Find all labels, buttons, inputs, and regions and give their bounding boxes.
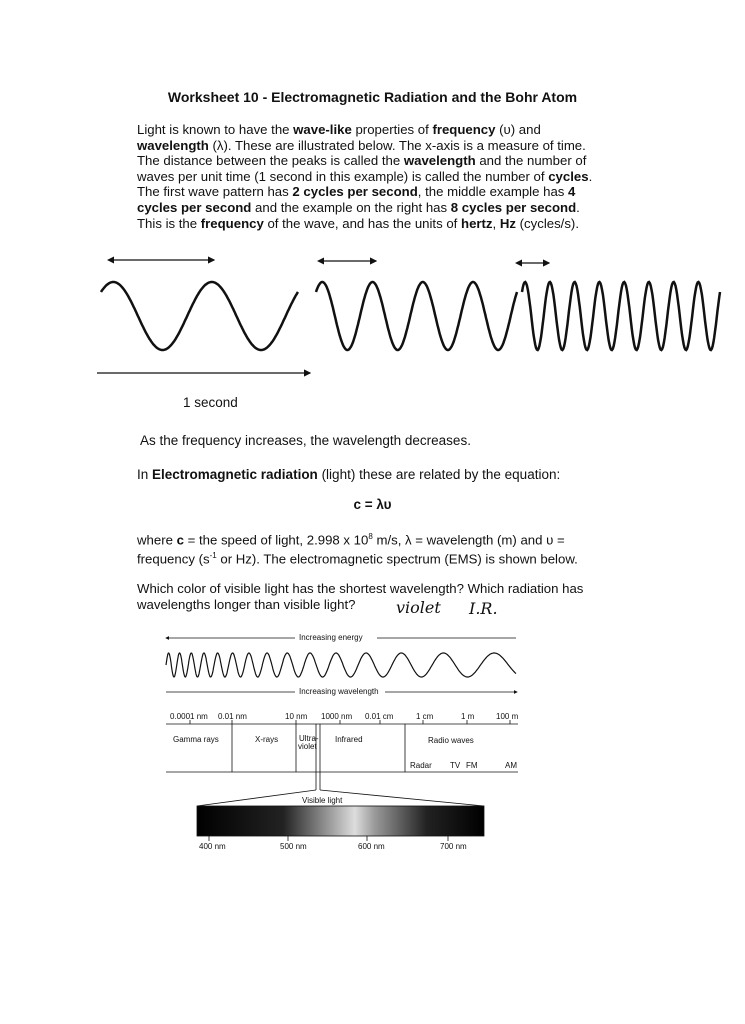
scale-tick-label: 1 m — [461, 712, 475, 721]
question-paragraph: Which color of visible light has the shortest wavelength? Which radiation has wavelengths longer than visible light? — [137, 581, 584, 612]
energy-label: Increasing energy — [299, 633, 363, 642]
region-uv-2: violet — [298, 742, 317, 751]
scale-tick-label: 1000 nm — [321, 712, 353, 721]
wavelength-label: Increasing wavelength — [299, 687, 379, 696]
equation: c = λυ — [353, 497, 392, 512]
band-fm: FM — [466, 761, 478, 770]
region-gamma: Gamma rays — [173, 735, 219, 744]
page-title: Worksheet 10 - Electromagnetic Radiation and the Bohr Atom — [167, 89, 578, 105]
definitions-paragraph: where c = the speed of light, 2.998 x $10^8$ m/s, λ = wavelength (m) and υ = frequency ($s^{-1}$ or Hz). The electromagnetic spectrum (EMS) is shown below. — [137, 532, 578, 567]
time-axis-label: 1 second — [183, 395, 238, 410]
handwritten-answer-ir: I.R. — [469, 599, 498, 618]
emr-statement: In Electromagnetic radiation (light) these are related by the equation: — [137, 467, 561, 482]
scale-tick-label: 10 nm — [285, 712, 308, 721]
visible-tick-label: 500 nm — [280, 842, 307, 851]
visible-tick-label: 600 nm — [358, 842, 385, 851]
scale-tick-label: 1 cm — [416, 712, 434, 721]
band-tv: TV — [450, 761, 461, 770]
frequency-statement: As the frequency increases, the wavelength decreases. — [140, 433, 471, 448]
scale-tick-label: 0.01 nm — [218, 712, 247, 721]
visible-light-bar — [197, 806, 484, 836]
region-xray: X-rays — [255, 735, 279, 744]
scale-tick-label: 0.01 cm — [365, 712, 394, 721]
region-uv: Ultra- — [299, 734, 319, 743]
region-infrared: Infrared — [335, 735, 363, 744]
visible-light-label: Visible light — [302, 796, 343, 805]
visible-tick-label: 400 nm — [199, 842, 226, 851]
band-am: AM — [505, 761, 517, 770]
visible-tick-label: 700 nm — [440, 842, 467, 851]
scale-tick-label: 100 m — [496, 712, 519, 721]
region-radio: Radio waves — [428, 736, 474, 745]
intro-paragraph: Light is known to have the wave-like properties of frequency (υ) and wavelength (λ). These are illustrated below. The x-axis is a measure of time. The distance between the peaks is called the wavelength and the number of waves per unit time (1 second in this example) is called the number of cycles. The first wave pattern has 2 cycles per second, the middle example has 4 cycles per second and the example on the right has 8 cycles per second. This is the frequency of the wave, and has the units of hertz, Hz (cycles/s). — [137, 122, 593, 231]
band-radar: Radar — [410, 761, 432, 770]
spectrum-wave — [166, 653, 516, 677]
scale-tick-label: 0.0001 nm — [170, 712, 208, 721]
handwritten-answer-violet: violet — [396, 598, 441, 617]
